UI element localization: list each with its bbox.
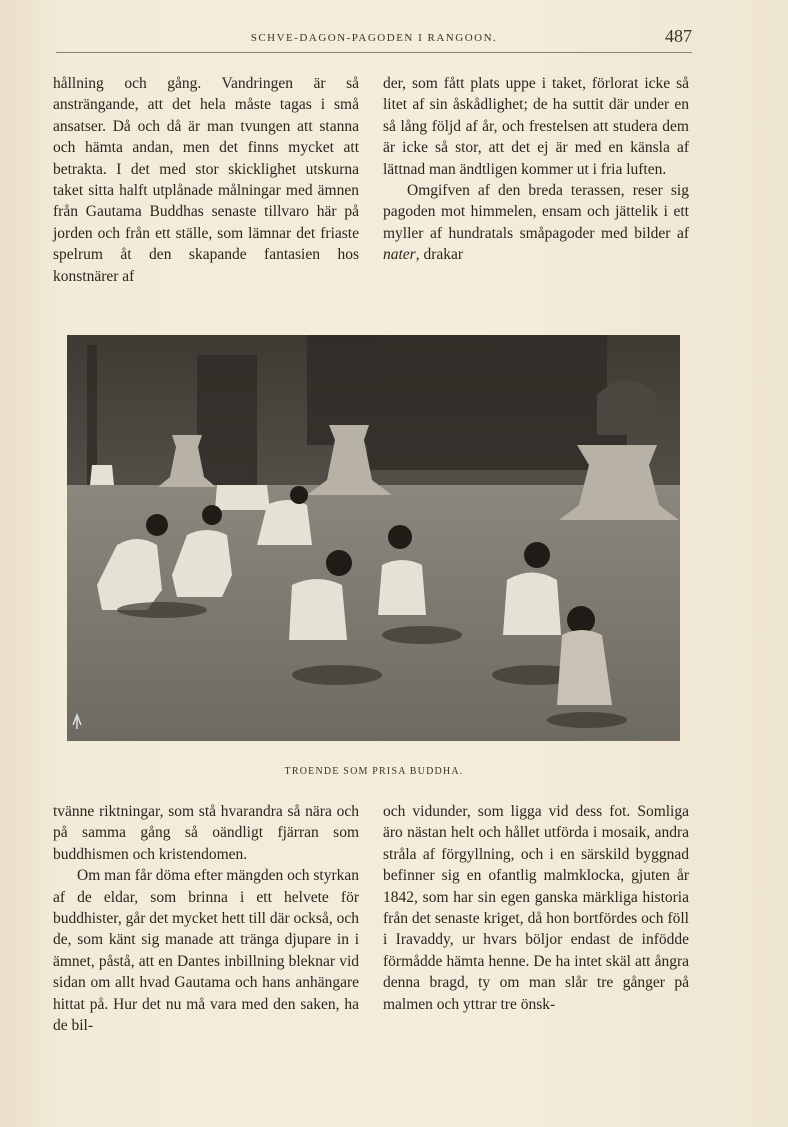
paragraph: Omgifven af den breda terassen, reser sig pagoden mot himmelen, ensam och jättelik i ett myller af hundratals småpagoder med bilder af nater, drakar [383, 182, 689, 264]
top-right-column [383, 73, 689, 266]
paragraph: tvänne riktningar, som stå hvarandra så nära och på samma gång så oändligt fjärran som buddhismen och kristendomen. [53, 803, 359, 863]
paragraph: Om man får döma efter mängden och styrkan af de eldar, som brinna i ett helvete för buddhister, går det mycket hett till där också, och de, som känt sig manade att tränga djupare in i ämnet, påstå, att en Dantes inbillning bleknar vid sidan om allt hvad Gautama och hans anhängare hittat på. Hur det nu må vara med den saken, ha de bil- [53, 867, 359, 1035]
page-number: 487 [665, 26, 692, 46]
paragraph: der, som fått plats uppe i taket, förlorat icke så litet af sin åskådlighet; de ha suttit där under en så lång följd af år, och frestelsen att studera dem är icke så stor, att det ej är med en känsla af lättnad man ändtligen kommer ut i fria luften. [383, 75, 689, 178]
figure-caption: TROENDE SOM PRISA BUDDHA. [284, 766, 464, 777]
paragraph: och vidunder, som ligga vid dess fot. Somliga äro nästan helt och hållet utförda i mosaik, andra stråla af förgyllning, och i en särskild byggnad befinner sig en ofantlig malmklocka, gjuten år 1842, som har sin egen ganska märkliga historia från det senaste kriget, då hon bortfördes och föll i Iravaddy, ur hvars böljor endast de infödde förmådde hämta henne. De ha intet skäl att ångra denna bragd, ty om man slår tre gånger på malmen och yttrar tre önsk- [383, 803, 689, 1013]
top-left-column [53, 73, 359, 287]
running-title: SCHVE-DAGON-PAGODEN I RANGOON. [250, 32, 498, 44]
page-header [56, 26, 692, 53]
photo-illustration [67, 335, 680, 741]
bottom-left-column [53, 801, 359, 1036]
italic-word: nater [383, 246, 416, 264]
paragraph: hållning och gång. Vandringen är så ansträngande, att det hela måste tagas i små ansatser. Då och då är man tvungen att stanna och hämta andan, men det finns mycket att betrakta. I det med stor skicklighet utskurna taket sitta halft utplånade målningar med ämnen från Gautama Buddhas senaste tillvaro här på jorden och från ett ställe, som lämnar det friaste spelrum åt den skapande fantasien hos konstnärer af [53, 75, 359, 285]
photograph-worshippers [67, 335, 680, 741]
bottom-right-column [383, 801, 689, 1015]
